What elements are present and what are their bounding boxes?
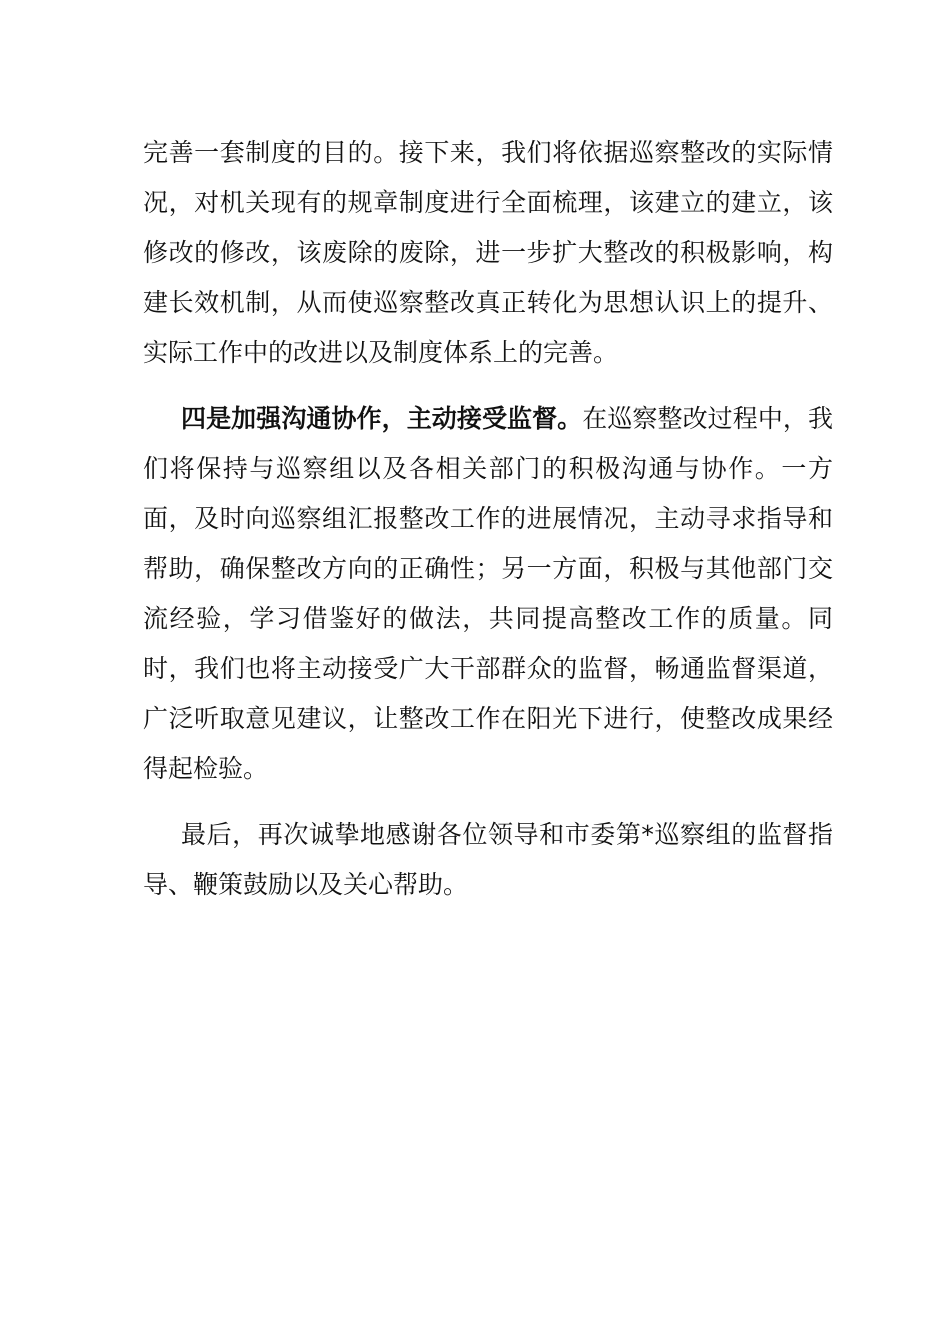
paragraph-text: 最后，再次诚挚地感谢各位领导和市委第*巡察组的监督指导、鞭策鼓励以及关心帮助。 <box>143 820 833 899</box>
paragraph-closing <box>143 810 833 910</box>
document-body <box>143 128 833 926</box>
paragraph-heading: 四是加强沟通协作，主动接受监督。 <box>181 404 583 433</box>
paragraph-continuation <box>143 128 833 378</box>
paragraph-communication <box>143 394 833 794</box>
paragraph-text: 完善一套制度的目的。接下来，我们将依据巡察整改的实际情况，对机关现有的规章制度进行全面梳理，该建立的建立，该修改的修改，该废除的废除，进一步扩大整改的积极影响，构建长效机制，从而使巡察整改真正转化为思想认识上的提升、实际工作中的改进以及制度体系上的完善。 <box>143 138 833 367</box>
paragraph-text: 在巡察整改过程中，我们将保持与巡察组以及各相关部门的积极沟通与协作。一方面，及时向巡察组汇报整改工作的进展情况，主动寻求指导和帮助，确保整改方向的正确性；另一方面，积极与其他部门交流经验，学习借鉴好的做法，共同提高整改工作的质量。同时，我们也将主动接受广大干部群众的监督，畅通监督渠道，广泛听取意见建议，让整改工作在阳光下进行，使整改成果经得起检验。 <box>143 404 833 783</box>
